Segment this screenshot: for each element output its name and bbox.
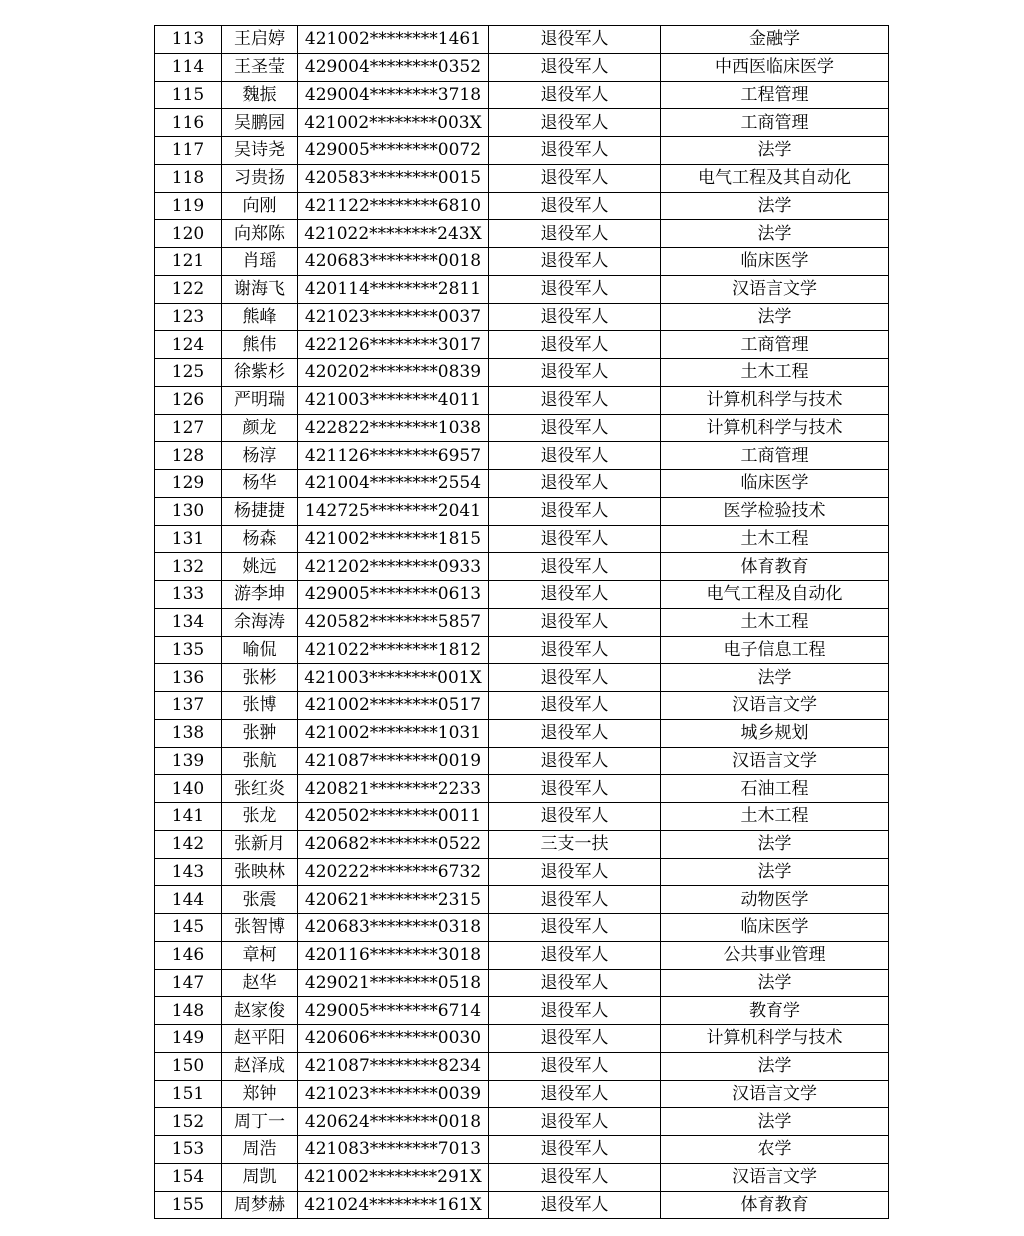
- name-cell: 向刚: [222, 192, 298, 220]
- table-row: [155, 275, 889, 303]
- name-cell: 魏振: [222, 81, 298, 109]
- id-number-cell: 420624********0018: [298, 1108, 489, 1136]
- row-number-cell: 136: [155, 664, 222, 692]
- table-row: [155, 1191, 889, 1219]
- id-number-cell: 421002********0517: [298, 692, 489, 720]
- name-cell: 姚远: [222, 553, 298, 581]
- name-cell: 周浩: [222, 1136, 298, 1164]
- category-cell: 退役军人: [489, 192, 661, 220]
- name-cell: 赵家俊: [222, 997, 298, 1025]
- id-number-cell: 420682********0522: [298, 830, 489, 858]
- major-cell: 医学检验技术: [661, 497, 889, 525]
- name-cell: 张彬: [222, 664, 298, 692]
- name-cell: 杨捷捷: [222, 497, 298, 525]
- table-row: [155, 664, 889, 692]
- id-number-cell: 420821********2233: [298, 775, 489, 803]
- major-cell: 体育教育: [661, 553, 889, 581]
- id-number-cell: 421024********161X: [298, 1191, 489, 1219]
- row-number-cell: 154: [155, 1163, 222, 1191]
- major-cell: 中西医临床医学: [661, 53, 889, 81]
- major-cell: 城乡规划: [661, 719, 889, 747]
- name-cell: 王启婷: [222, 26, 298, 54]
- table-row: [155, 969, 889, 997]
- major-cell: 汉语言文学: [661, 1080, 889, 1108]
- major-cell: 电子信息工程: [661, 636, 889, 664]
- id-number-cell: 421002********1031: [298, 719, 489, 747]
- roster-table-body: [155, 26, 889, 1219]
- major-cell: 法学: [661, 192, 889, 220]
- row-number-cell: 134: [155, 608, 222, 636]
- major-cell: 体育教育: [661, 1191, 889, 1219]
- major-cell: 动物医学: [661, 886, 889, 914]
- name-cell: 周梦赫: [222, 1191, 298, 1219]
- major-cell: 工商管理: [661, 331, 889, 359]
- table-row: [155, 1108, 889, 1136]
- category-cell: 退役军人: [489, 858, 661, 886]
- major-cell: 电气工程及自动化: [661, 581, 889, 609]
- name-cell: 赵华: [222, 969, 298, 997]
- table-row: [155, 1025, 889, 1053]
- table-row: [155, 414, 889, 442]
- table-row: [155, 137, 889, 165]
- id-number-cell: 420114********2811: [298, 275, 489, 303]
- table-row: [155, 164, 889, 192]
- major-cell: 临床医学: [661, 470, 889, 498]
- table-row: [155, 581, 889, 609]
- table-row: [155, 1163, 889, 1191]
- major-cell: 法学: [661, 858, 889, 886]
- name-cell: 张震: [222, 886, 298, 914]
- row-number-cell: 153: [155, 1136, 222, 1164]
- category-cell: 退役军人: [489, 941, 661, 969]
- major-cell: 法学: [661, 969, 889, 997]
- table-row: [155, 359, 889, 387]
- id-number-cell: 429004********0352: [298, 53, 489, 81]
- major-cell: 法学: [661, 830, 889, 858]
- table-row: [155, 858, 889, 886]
- table-row: [155, 192, 889, 220]
- major-cell: 计算机科学与技术: [661, 1025, 889, 1053]
- category-cell: 退役军人: [489, 275, 661, 303]
- name-cell: 颜龙: [222, 414, 298, 442]
- major-cell: 计算机科学与技术: [661, 414, 889, 442]
- table-row: [155, 941, 889, 969]
- category-cell: 退役军人: [489, 1025, 661, 1053]
- major-cell: 公共事业管理: [661, 941, 889, 969]
- major-cell: 临床医学: [661, 248, 889, 276]
- name-cell: 肖瑶: [222, 248, 298, 276]
- category-cell: 三支一扶: [489, 830, 661, 858]
- category-cell: 退役军人: [489, 608, 661, 636]
- row-number-cell: 133: [155, 581, 222, 609]
- category-cell: 退役军人: [489, 53, 661, 81]
- id-number-cell: 420222********6732: [298, 858, 489, 886]
- row-number-cell: 118: [155, 164, 222, 192]
- table-row: [155, 1080, 889, 1108]
- category-cell: 退役军人: [489, 719, 661, 747]
- category-cell: 退役军人: [489, 248, 661, 276]
- category-cell: 退役军人: [489, 386, 661, 414]
- row-number-cell: 121: [155, 248, 222, 276]
- row-number-cell: 145: [155, 914, 222, 942]
- row-number-cell: 141: [155, 803, 222, 831]
- major-cell: 计算机科学与技术: [661, 386, 889, 414]
- category-cell: 退役军人: [489, 164, 661, 192]
- row-number-cell: 151: [155, 1080, 222, 1108]
- major-cell: 工商管理: [661, 109, 889, 137]
- id-number-cell: 421202********0933: [298, 553, 489, 581]
- row-number-cell: 117: [155, 137, 222, 165]
- id-number-cell: 421002********291X: [298, 1163, 489, 1191]
- table-row: [155, 442, 889, 470]
- id-number-cell: 429005********6714: [298, 997, 489, 1025]
- major-cell: 农学: [661, 1136, 889, 1164]
- name-cell: 张龙: [222, 803, 298, 831]
- major-cell: 临床医学: [661, 914, 889, 942]
- name-cell: 余海涛: [222, 608, 298, 636]
- major-cell: 法学: [661, 664, 889, 692]
- major-cell: 汉语言文学: [661, 275, 889, 303]
- category-cell: 退役军人: [489, 636, 661, 664]
- name-cell: 赵平阳: [222, 1025, 298, 1053]
- major-cell: 土木工程: [661, 359, 889, 387]
- id-number-cell: 420606********0030: [298, 1025, 489, 1053]
- category-cell: 退役军人: [489, 442, 661, 470]
- category-cell: 退役军人: [489, 692, 661, 720]
- row-number-cell: 128: [155, 442, 222, 470]
- row-number-cell: 147: [155, 969, 222, 997]
- category-cell: 退役军人: [489, 414, 661, 442]
- table-row: [155, 303, 889, 331]
- table-row: [155, 1052, 889, 1080]
- id-number-cell: 421003********001X: [298, 664, 489, 692]
- table-row: [155, 386, 889, 414]
- row-number-cell: 139: [155, 747, 222, 775]
- major-cell: 汉语言文学: [661, 1163, 889, 1191]
- table-row: [155, 886, 889, 914]
- name-cell: 张红炎: [222, 775, 298, 803]
- id-number-cell: 429005********0613: [298, 581, 489, 609]
- category-cell: 退役军人: [489, 1163, 661, 1191]
- name-cell: 周凯: [222, 1163, 298, 1191]
- category-cell: 退役军人: [489, 497, 661, 525]
- id-number-cell: 422822********1038: [298, 414, 489, 442]
- table-row: [155, 26, 889, 54]
- row-number-cell: 115: [155, 81, 222, 109]
- row-number-cell: 124: [155, 331, 222, 359]
- name-cell: 喻侃: [222, 636, 298, 664]
- category-cell: 退役军人: [489, 525, 661, 553]
- category-cell: 退役军人: [489, 886, 661, 914]
- major-cell: 法学: [661, 137, 889, 165]
- major-cell: 土木工程: [661, 803, 889, 831]
- category-cell: 退役军人: [489, 1136, 661, 1164]
- category-cell: 退役军人: [489, 747, 661, 775]
- id-number-cell: 429005********0072: [298, 137, 489, 165]
- category-cell: 退役军人: [489, 997, 661, 1025]
- name-cell: 杨淳: [222, 442, 298, 470]
- table-row: [155, 692, 889, 720]
- id-number-cell: 420683********0018: [298, 248, 489, 276]
- major-cell: 法学: [661, 303, 889, 331]
- row-number-cell: 138: [155, 719, 222, 747]
- name-cell: 向郑陈: [222, 220, 298, 248]
- name-cell: 习贵扬: [222, 164, 298, 192]
- table-row: [155, 997, 889, 1025]
- table-row: [155, 803, 889, 831]
- row-number-cell: 143: [155, 858, 222, 886]
- row-number-cell: 149: [155, 1025, 222, 1053]
- major-cell: 法学: [661, 1108, 889, 1136]
- row-number-cell: 116: [155, 109, 222, 137]
- category-cell: 退役军人: [489, 109, 661, 137]
- id-number-cell: 142725********2041: [298, 497, 489, 525]
- name-cell: 杨华: [222, 470, 298, 498]
- major-cell: 土木工程: [661, 608, 889, 636]
- table-row: [155, 775, 889, 803]
- id-number-cell: 429004********3718: [298, 81, 489, 109]
- major-cell: 汉语言文学: [661, 692, 889, 720]
- name-cell: 熊伟: [222, 331, 298, 359]
- id-number-cell: 421022********243X: [298, 220, 489, 248]
- name-cell: 游李坤: [222, 581, 298, 609]
- id-number-cell: 421003********4011: [298, 386, 489, 414]
- name-cell: 杨森: [222, 525, 298, 553]
- name-cell: 吴鹏园: [222, 109, 298, 137]
- row-number-cell: 146: [155, 941, 222, 969]
- id-number-cell: 421126********6957: [298, 442, 489, 470]
- table-row: [155, 830, 889, 858]
- id-number-cell: 421002********1815: [298, 525, 489, 553]
- name-cell: 严明瑞: [222, 386, 298, 414]
- id-number-cell: 420621********2315: [298, 886, 489, 914]
- category-cell: 退役军人: [489, 1191, 661, 1219]
- row-number-cell: 123: [155, 303, 222, 331]
- category-cell: 退役军人: [489, 470, 661, 498]
- category-cell: 退役军人: [489, 26, 661, 54]
- category-cell: 退役军人: [489, 359, 661, 387]
- row-number-cell: 120: [155, 220, 222, 248]
- table-row: [155, 81, 889, 109]
- category-cell: 退役军人: [489, 1080, 661, 1108]
- id-number-cell: 429021********0518: [298, 969, 489, 997]
- name-cell: 赵泽成: [222, 1052, 298, 1080]
- table-row: [155, 248, 889, 276]
- name-cell: 郑钟: [222, 1080, 298, 1108]
- row-number-cell: 131: [155, 525, 222, 553]
- major-cell: 电气工程及其自动化: [661, 164, 889, 192]
- table-row: [155, 914, 889, 942]
- row-number-cell: 150: [155, 1052, 222, 1080]
- name-cell: 周丁一: [222, 1108, 298, 1136]
- name-cell: 吴诗尧: [222, 137, 298, 165]
- name-cell: 张映林: [222, 858, 298, 886]
- row-number-cell: 142: [155, 830, 222, 858]
- major-cell: 工程管理: [661, 81, 889, 109]
- major-cell: 石油工程: [661, 775, 889, 803]
- table-row: [155, 53, 889, 81]
- category-cell: 退役军人: [489, 137, 661, 165]
- table-row: [155, 608, 889, 636]
- roster-table: [154, 25, 889, 1219]
- table-row: [155, 525, 889, 553]
- name-cell: 张博: [222, 692, 298, 720]
- table-row: [155, 109, 889, 137]
- row-number-cell: 126: [155, 386, 222, 414]
- major-cell: 教育学: [661, 997, 889, 1025]
- category-cell: 退役军人: [489, 81, 661, 109]
- name-cell: 章柯: [222, 941, 298, 969]
- row-number-cell: 148: [155, 997, 222, 1025]
- id-number-cell: 421122********6810: [298, 192, 489, 220]
- category-cell: 退役军人: [489, 664, 661, 692]
- row-number-cell: 137: [155, 692, 222, 720]
- id-number-cell: 420502********0011: [298, 803, 489, 831]
- category-cell: 退役军人: [489, 969, 661, 997]
- row-number-cell: 129: [155, 470, 222, 498]
- table-row: [155, 1136, 889, 1164]
- row-number-cell: 152: [155, 1108, 222, 1136]
- category-cell: 退役军人: [489, 553, 661, 581]
- row-number-cell: 144: [155, 886, 222, 914]
- id-number-cell: 421083********7013: [298, 1136, 489, 1164]
- major-cell: 法学: [661, 1052, 889, 1080]
- row-number-cell: 125: [155, 359, 222, 387]
- id-number-cell: 420583********0015: [298, 164, 489, 192]
- table-row: [155, 331, 889, 359]
- id-number-cell: 421002********003X: [298, 109, 489, 137]
- table-row: [155, 747, 889, 775]
- row-number-cell: 135: [155, 636, 222, 664]
- name-cell: 徐紫杉: [222, 359, 298, 387]
- row-number-cell: 155: [155, 1191, 222, 1219]
- category-cell: 退役军人: [489, 1108, 661, 1136]
- category-cell: 退役军人: [489, 914, 661, 942]
- id-number-cell: 421004********2554: [298, 470, 489, 498]
- id-number-cell: 420202********0839: [298, 359, 489, 387]
- id-number-cell: 421022********1812: [298, 636, 489, 664]
- major-cell: 工商管理: [661, 442, 889, 470]
- row-number-cell: 132: [155, 553, 222, 581]
- row-number-cell: 127: [155, 414, 222, 442]
- name-cell: 熊峰: [222, 303, 298, 331]
- table-row: [155, 553, 889, 581]
- row-number-cell: 113: [155, 26, 222, 54]
- major-cell: 汉语言文学: [661, 747, 889, 775]
- id-number-cell: 421023********0037: [298, 303, 489, 331]
- row-number-cell: 130: [155, 497, 222, 525]
- major-cell: 金融学: [661, 26, 889, 54]
- table-row: [155, 719, 889, 747]
- category-cell: 退役军人: [489, 303, 661, 331]
- id-number-cell: 421002********1461: [298, 26, 489, 54]
- row-number-cell: 140: [155, 775, 222, 803]
- major-cell: 土木工程: [661, 525, 889, 553]
- name-cell: 张航: [222, 747, 298, 775]
- category-cell: 退役军人: [489, 331, 661, 359]
- id-number-cell: 420683********0318: [298, 914, 489, 942]
- table-row: [155, 636, 889, 664]
- table-row: [155, 497, 889, 525]
- row-number-cell: 119: [155, 192, 222, 220]
- name-cell: 王圣莹: [222, 53, 298, 81]
- name-cell: 张智博: [222, 914, 298, 942]
- name-cell: 张翀: [222, 719, 298, 747]
- category-cell: 退役军人: [489, 581, 661, 609]
- id-number-cell: 421087********8234: [298, 1052, 489, 1080]
- category-cell: 退役军人: [489, 220, 661, 248]
- category-cell: 退役军人: [489, 1052, 661, 1080]
- id-number-cell: 421087********0019: [298, 747, 489, 775]
- id-number-cell: 420116********3018: [298, 941, 489, 969]
- table-row: [155, 220, 889, 248]
- id-number-cell: 420582********5857: [298, 608, 489, 636]
- name-cell: 张新月: [222, 830, 298, 858]
- row-number-cell: 122: [155, 275, 222, 303]
- id-number-cell: 421023********0039: [298, 1080, 489, 1108]
- category-cell: 退役军人: [489, 803, 661, 831]
- name-cell: 谢海飞: [222, 275, 298, 303]
- row-number-cell: 114: [155, 53, 222, 81]
- table-row: [155, 470, 889, 498]
- id-number-cell: 422126********3017: [298, 331, 489, 359]
- category-cell: 退役军人: [489, 775, 661, 803]
- major-cell: 法学: [661, 220, 889, 248]
